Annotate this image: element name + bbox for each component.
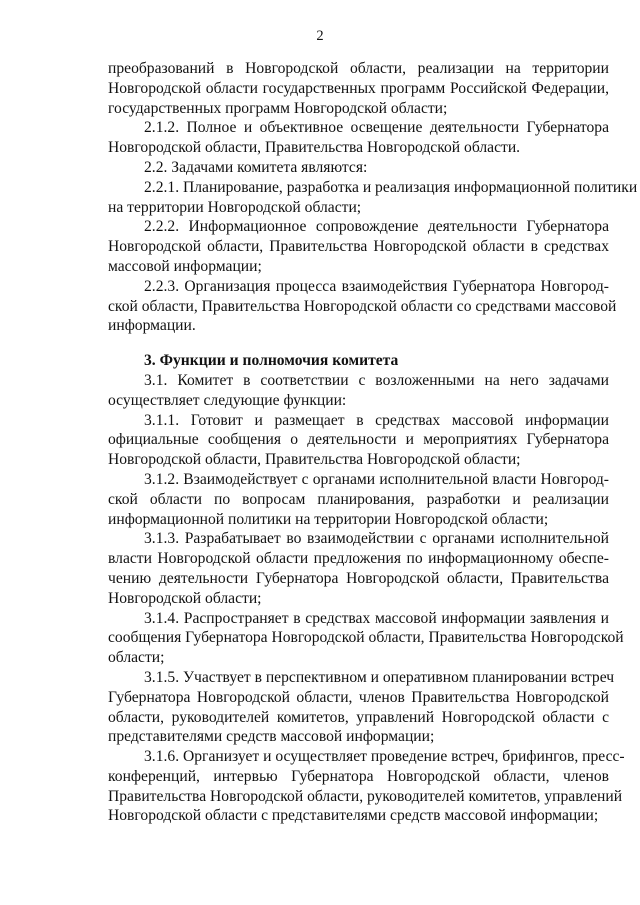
text-line: Новгородской области, Правительства Новгородской области. (108, 139, 521, 157)
page-number: 2 (316, 28, 324, 44)
text-line: 3.1.5. Участвует в перспективном и оперативном планировании встреч (144, 668, 615, 686)
text-line: представителями средств массовой информации; (108, 728, 435, 746)
text-line: 3.1.1. Готовит и размещает в средствах массовой информации (144, 411, 609, 429)
text-line: власти Новгородской области предложения по информационному обеспе- (108, 550, 609, 568)
text-line: 3.1. Комитет в соответствии с возложенными на него задачами (144, 371, 609, 389)
text-line: Губернатора Новгородской области, членов Правительства Новгородской (108, 688, 609, 706)
text-line: 3.1.3. Разрабатывает во взаимодействии с органами исполнительной (144, 530, 609, 548)
text-line: ской области по вопросам планирования, разработки и реализации (108, 490, 609, 508)
text-line: официальные сообщения о деятельности и мероприятиях Губернатора (108, 431, 609, 449)
section-heading: 3. Функции и полномочия комитета (144, 352, 399, 370)
text-line: области; (108, 649, 165, 667)
text-line: Новгородской области, Правительства Новгородской области; (108, 451, 521, 469)
text-line: информации. (108, 317, 196, 335)
text-line: сообщения Губернатора Новгородской области, Правительства Новгородской (108, 629, 624, 647)
text-line: 2.2.3. Организация процесса взаимодействия Губернатора Новгород- (144, 277, 609, 295)
text-line: 2.1.2. Полное и объективное освещение деятельности Губернатора (144, 119, 609, 137)
text-line: Правительства Новгородской области, руководителей комитетов, управлений (108, 787, 623, 805)
text-line: 2.2.1. Планирование, разработка и реализация информационной политики (144, 178, 638, 196)
text-line: государственных программ Новгородской области; (108, 99, 448, 117)
paragraph-gap (108, 336, 609, 351)
text-line: Новгородской области с представителями средств массовой информации; (108, 807, 599, 825)
text-line: Новгородской области государственных программ Российской Федерации, (108, 79, 609, 97)
text-line: области, руководителей комитетов, управлений Новгородской области с (108, 708, 609, 726)
text-line: чению деятельности Губернатора Новгородской области, Правительства (108, 569, 609, 587)
text-line: 2.2.2. Информационное сопровождение деятельности Губернатора (144, 218, 609, 236)
text-line: осуществляет следующие функции: (108, 391, 347, 409)
text-line: конференций, интервью Губернатора Новгородской области, членов (108, 767, 609, 785)
text-line: Новгородской области; (108, 589, 262, 607)
text-line: 3.1.2. Взаимодействует с органами исполнительной власти Новгород- (144, 470, 609, 488)
text-line: Новгородской области, Правительства Новгородской области в средствах (108, 238, 609, 256)
text-line: 3.1.6. Организует и осуществляет проведение встреч, брифингов, пресс- (144, 748, 625, 766)
text-line: массовой информации; (108, 257, 262, 275)
text-line: ской области, Правительства Новгородской области со средствами массовой (108, 297, 617, 315)
document-body (108, 59, 638, 826)
text-line: 2.2. Задачами комитета являются: (144, 158, 368, 176)
text-line: преобразований в Новгородской области, реализации на территории (108, 60, 609, 77)
text-line: на территории Новгородской области; (108, 198, 362, 216)
text-line: 3.1.4. Распространяет в средствах массовой информации заявления и (144, 609, 609, 627)
text-line: информационной политики на территории Новгородской области; (108, 510, 549, 528)
